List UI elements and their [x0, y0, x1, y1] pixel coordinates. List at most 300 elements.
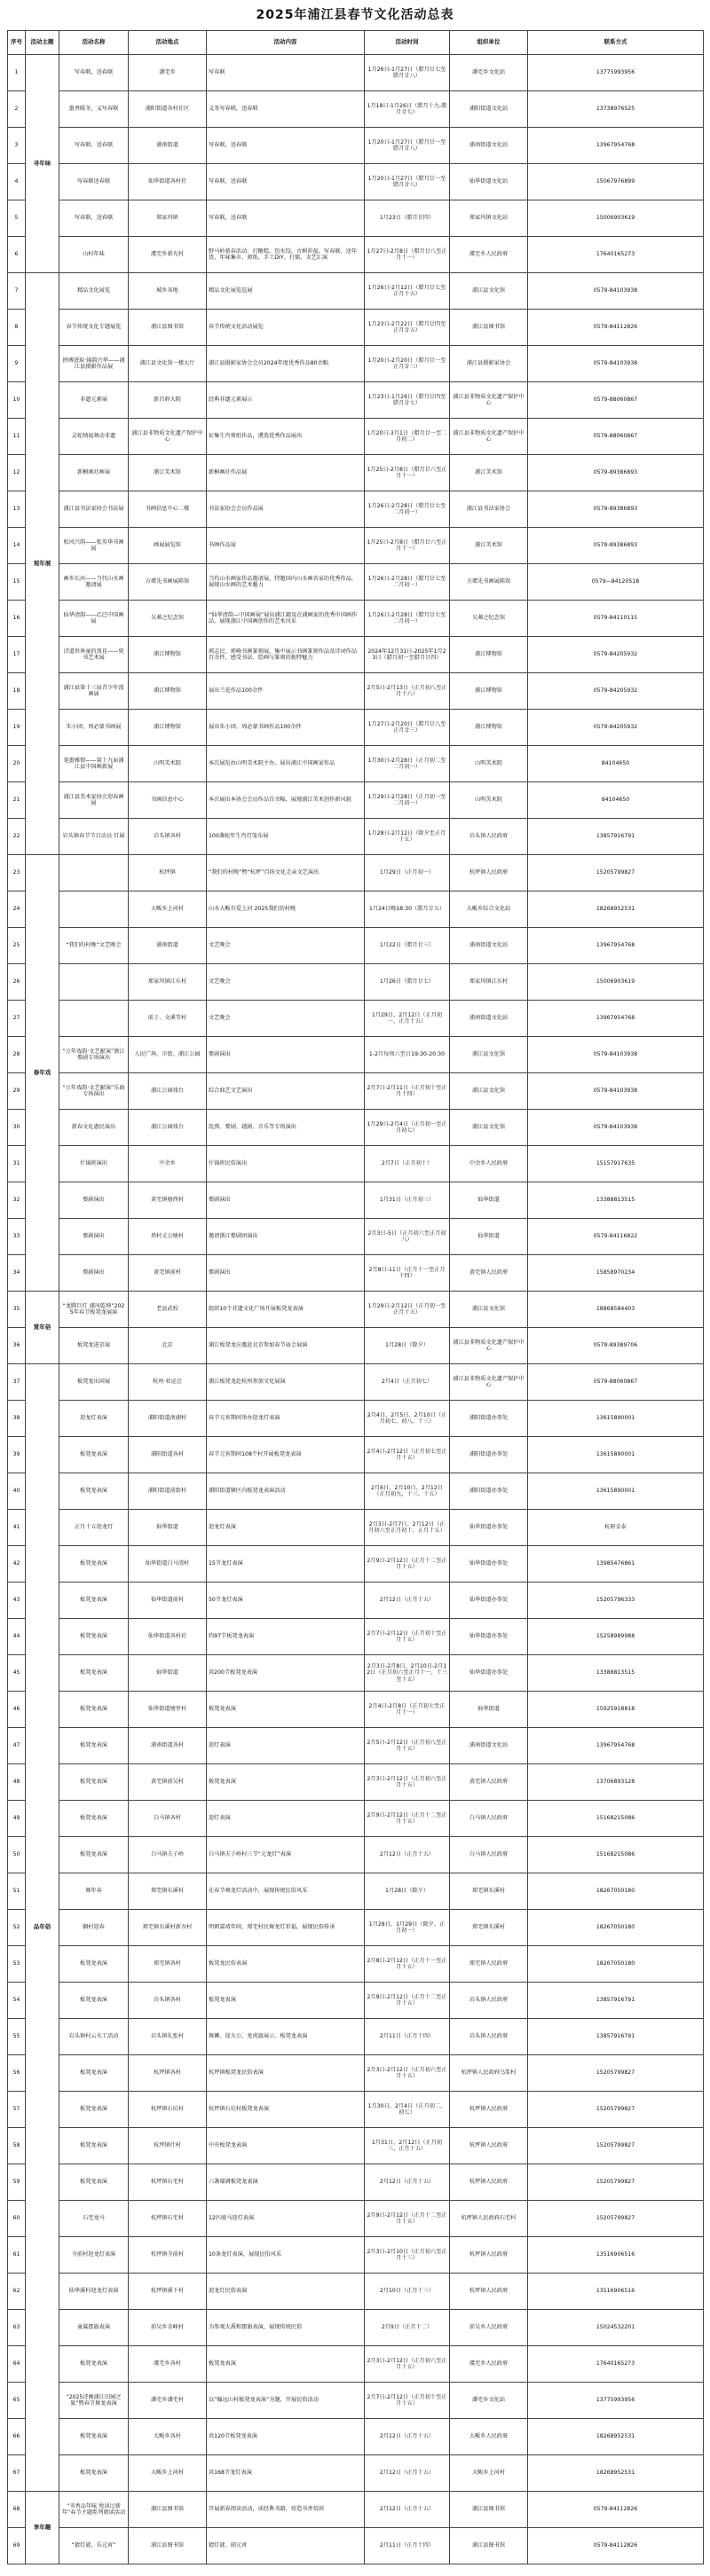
table-row: [8, 2092, 704, 2128]
table-row: [8, 1837, 704, 1873]
table-row: [8, 237, 704, 273]
row-time: 1月20日-3月1日（腊月廿一至二月初二）: [365, 419, 450, 455]
row-content: 猜灯谜、闹元宵: [207, 2528, 365, 2564]
row-name: 写春联，送春联: [59, 55, 129, 91]
row-name: 灵蛇纳福舞动非遗: [59, 419, 129, 455]
row-contact: 15205796333: [528, 1583, 704, 1619]
row-index: 52: [8, 1910, 26, 1946]
row-organizer: 杭坪镇人民政府: [450, 2237, 528, 2274]
row-index: 16: [8, 601, 26, 637]
row-contact: 15205799827: [528, 2092, 704, 2128]
row-organizer: 山明美术院: [450, 746, 528, 782]
row-time: 1月22日（腊月廿三）: [365, 928, 450, 964]
row-name: 浦江县第十三届青少年漫画展: [59, 673, 129, 710]
row-index: 54: [8, 1983, 26, 2019]
row-contact: 13967954768: [528, 128, 704, 164]
row-contact: 0579-84112826: [528, 2528, 704, 2564]
row-contact: 0579-88060867: [528, 1364, 704, 1401]
row-time: 2月10日（正月十三）: [365, 2274, 450, 2310]
row-contact: 0579-89389706: [528, 1328, 704, 1364]
row-content: 组织10个非遗文化广场开展板凳龙表演: [207, 1292, 365, 1328]
row-organizer: 杭坪镇人民政府: [450, 2092, 528, 2128]
row-contact: 18268952531: [528, 2455, 704, 2492]
table-row: [8, 128, 704, 164]
row-content: 郭志民、郭峰书画篆刻展，集中展示书画篆刻作品及诗词作品百余件，感受书法、绘画与篆刻的独特魅力: [207, 637, 365, 673]
row-location: 方增先书画展陈馆: [129, 564, 207, 601]
table-row: [8, 1110, 704, 1146]
row-location: 浦江县图书馆: [129, 310, 207, 346]
row-contact: 0579-84103938: [528, 1110, 704, 1146]
row-content: 文艺晚会: [207, 1001, 365, 1037]
row-location: 浦江公园戏台: [129, 1073, 207, 1110]
row-name: 新春文化惠民演出: [59, 1110, 129, 1146]
row-contact: 0579-84116822: [528, 1219, 704, 1255]
row-content: 春节元宵期间举办迎龙灯表演: [207, 1401, 365, 1437]
table-row: [8, 1219, 704, 1255]
row-location: 城乡各地: [129, 273, 207, 310]
row-time: 2月3日-2月8日、2月10日-2月12日（正月初六至正月十一、十三至十五）: [365, 1655, 450, 1692]
row-organizer: 浦阳街道文化站: [450, 91, 528, 128]
row-organizer: 郑宅镇东溪村: [450, 1873, 528, 1910]
table-row: [8, 2128, 704, 2164]
table-row: [8, 1328, 704, 1364]
row-index: 29: [8, 1073, 26, 1110]
table-row: [8, 891, 704, 928]
row-location: 黄宅镇前吴村: [129, 1764, 207, 1801]
row-index: 15: [8, 564, 26, 601]
table-row: [8, 200, 704, 237]
row-location: 浦江美术馆: [129, 455, 207, 491]
row-location: 仙华街道塘里村: [129, 1692, 207, 1728]
row-content: 当代山水画家作品邀请展，特邀国内山水画名家的优秀作品，展现山水画的艺术魅力: [207, 564, 365, 601]
row-location: 潘宅乡潘宅村: [129, 2383, 207, 2419]
row-contact: 13615890001: [528, 1437, 704, 1473]
row-organizer: 黄宅镇人民政府: [450, 1255, 528, 1292]
row-index: 7: [8, 273, 26, 310]
row-contact: 18268952531: [528, 2419, 704, 2455]
group-theme: 观年展: [26, 273, 59, 855]
row-content: 板凳龙表演: [207, 1983, 365, 2019]
row-time: 2月12日（正月十五）: [365, 1583, 450, 1619]
row-index: 17: [8, 637, 26, 673]
row-location: 白马镇夫子岭: [129, 1837, 207, 1873]
row-index: 34: [8, 1255, 26, 1292]
header-organizer: 组织单位: [450, 31, 528, 55]
row-name: [59, 891, 129, 928]
row-content: 书画作品展: [207, 528, 365, 564]
row-time: 1月26日-2月28日（腊月廿七至二月初一）: [365, 601, 450, 637]
row-time: 1月18日-1月26日（腊月十九-腊月廿七）: [365, 91, 450, 128]
row-content: 写春联，送春联: [207, 200, 365, 237]
row-index: 27: [8, 1001, 26, 1037]
row-name: 浦江县书法家协会书法展: [59, 491, 129, 528]
row-organizer: 岩头镇人民政府: [450, 1983, 528, 2019]
row-contact: 18868584403: [528, 1292, 704, 1328]
table-row: [8, 2492, 704, 2528]
row-organizer: 黄宅镇人民政府: [450, 1764, 528, 1801]
row-name: 板凳龙表演: [59, 1801, 129, 1837]
row-index: 21: [8, 782, 26, 819]
row-index: 51: [8, 1873, 26, 1910]
row-organizer: 浦阳街道办事处: [450, 1401, 528, 1437]
row-contact: 13967954768: [528, 928, 704, 964]
row-time: 1月28日-2月12日（除夕至正月十五）: [365, 819, 450, 855]
row-organizer: 山明美术院: [450, 782, 528, 819]
row-content: 六盏蜀调板凳龙表演: [207, 2164, 365, 2201]
row-organizer: 杭坪镇人民政府: [450, 2274, 528, 2310]
row-content: 50节龙灯表演: [207, 1583, 365, 1619]
row-contact: 0579-84103938: [528, 1073, 704, 1110]
row-contact: 13857916791: [528, 1983, 704, 2019]
row-time: 2月8日-11日（正月十一至正月十四）: [365, 1255, 450, 1292]
row-time: 2月7日-2月12日（正月初十至正月十五）: [365, 2383, 450, 2419]
row-organizer: 浦南街道文化站: [450, 928, 528, 964]
row-time: 2月9日-2月12日（正月十二至正月十五）: [365, 2201, 450, 2237]
row-index: 31: [8, 1146, 26, 1182]
row-content: 共168节龙灯表演: [207, 2455, 365, 2492]
table-row: [8, 1801, 704, 1837]
row-contact: 13388813515: [528, 1182, 704, 1219]
row-contact: 0579-89386893: [528, 528, 704, 564]
table-row: [8, 2055, 704, 2092]
row-contact: 0579-84205932: [528, 637, 704, 673]
row-content: 浦阳街道辖区内板凳龙表演活动: [207, 1473, 365, 1510]
row-name: 婺剧演出: [59, 1182, 129, 1219]
row-organizer: 虞宅乡人民政府: [450, 237, 528, 273]
row-name: “万年戏韵·文艺献演”浙江婺剧专场演出: [59, 1037, 129, 1073]
row-contact: 0579-84103938: [528, 346, 704, 382]
row-index: 42: [8, 1546, 26, 1583]
row-location: 黄宅镇前村: [129, 1255, 207, 1292]
table-row: [8, 1001, 704, 1037]
row-organizer: 潘宅乡文化站: [450, 2383, 528, 2419]
row-location: 郑家坞镇江东村: [129, 964, 207, 1001]
row-contact: 13857916791: [528, 2019, 704, 2055]
row-organizer: 杭坪镇人民政府: [450, 855, 528, 891]
row-index: 14: [8, 528, 26, 564]
row-index: 12: [8, 455, 26, 491]
row-organizer: 浦南街道文化站: [450, 1001, 528, 1037]
row-contact: 13967954768: [528, 1728, 704, 1764]
row-name: 寺前村迎龙灯表演: [59, 2237, 129, 2274]
table-row: [8, 2019, 704, 2055]
row-contact: 0579-84112826: [528, 310, 704, 346]
row-content: 迎龙灯民俗表演: [207, 2274, 365, 2310]
row-organizer: 大畈乡人民政府: [450, 2419, 528, 2455]
row-contact: 0579-84112826: [528, 2492, 704, 2528]
row-contact: 15157917635: [528, 1146, 704, 1182]
row-index: 64: [8, 2346, 26, 2383]
row-name: 板凳龙表演: [59, 1437, 129, 1473]
row-organizer: 浦阳街道办事处: [450, 1473, 528, 1510]
row-name: 画乡长河——当代山水画邀请展: [59, 564, 129, 601]
table-row: [8, 1473, 704, 1510]
row-index: 67: [8, 2455, 26, 2492]
row-content: 板凳龙民俗表演: [207, 1946, 365, 1983]
row-time: 2月3日-5日（正月初六至正月初八）: [365, 1219, 450, 1255]
row-contact: 18268952531: [528, 891, 704, 928]
row-name: “书香品年味 悦读过新年”春节主题系列阅读活动: [59, 2492, 129, 2528]
row-organizer: 杭坪镇人民政府石宅村: [450, 2201, 528, 2237]
row-location: 大畈乡各村: [129, 2419, 207, 2455]
row-time: 1月25日-2月8日（腊月廿六至正月十一）: [365, 528, 450, 564]
row-index: 53: [8, 1946, 26, 1983]
row-name: 板凳龙表演: [59, 1583, 129, 1619]
row-content: 15节龙灯表演: [207, 1546, 365, 1583]
row-content: 迎龙灯表演: [207, 1510, 365, 1546]
row-time: 1月28日、1月29日（除夕、正月初一）: [365, 1910, 450, 1946]
row-time: 1月24日晚18:30（腊月廿五）: [365, 891, 450, 928]
row-name: 舞年春: [59, 1873, 129, 1910]
row-contact: 0579-84103938: [528, 1037, 704, 1073]
row-content: 婺剧演出: [207, 1182, 365, 1219]
row-contact: 15205799827: [528, 2201, 704, 2237]
row-name: 板凳龙进京展: [59, 1328, 129, 1364]
row-time: 1月20日-2月20日（腊月廿一至正月廿三）: [365, 346, 450, 382]
row-location: 浦江县非物质文化遗产保护中心: [129, 419, 207, 455]
row-organizer: 中余乡人民政府: [450, 1146, 528, 1182]
row-location: 前吴乡金峰村: [129, 2310, 207, 2346]
row-name: 写春联，送春联: [59, 200, 129, 237]
row-index: 20: [8, 746, 26, 782]
table-row: [8, 310, 704, 346]
row-name: 新桐画社画展: [59, 455, 129, 491]
row-organizer: 浦阳街道办事处: [450, 1437, 528, 1473]
row-content: 书法家协会会员作品展: [207, 491, 365, 528]
row-name: 婺剧演出: [59, 1219, 129, 1255]
row-organizer: 浦江县非物质文化遗产保护中心: [450, 419, 528, 455]
row-index: 3: [8, 128, 26, 164]
row-location: 人民广场、市街、浦江公园: [129, 1037, 207, 1073]
row-organizer: 杭坪镇人民政府: [450, 2128, 528, 2164]
row-contact: 0579-84110115: [528, 601, 704, 637]
row-content: 10条龙灯表演，展现民俗风采: [207, 2237, 365, 2274]
row-contact: 15205799827: [528, 2164, 704, 2201]
row-time: 1月25日-2月8日（腊月廿六至正月十一）: [365, 455, 450, 491]
row-name: 板凳龙表演: [59, 2164, 129, 2201]
row-time: 2月5日-2月12日（正月初八至正月十五）: [365, 1728, 450, 1764]
row-index: 5: [8, 200, 26, 237]
row-time: 1月26日-2月12日（腊月廿七至正月十五）: [365, 273, 450, 310]
table-body: [8, 55, 704, 2564]
row-location: 杭坪镇石坑村: [129, 2092, 207, 2128]
row-content: 精品文化展览巡展: [207, 273, 365, 310]
row-contact: 18267050180: [528, 1873, 704, 1910]
row-time: 1月30日-2月28日（正月初二至二月初一）: [365, 746, 450, 782]
row-content: 迎灯表演: [207, 1801, 365, 1837]
header-contact: 联系方式: [528, 31, 704, 55]
row-contact: 0579-88060867: [528, 419, 704, 455]
row-time: 2月9日-2月12日（正月十二至正月十五）: [365, 1983, 450, 2019]
row-name: 婺剧演出: [59, 1255, 129, 1292]
table-row: [8, 419, 704, 455]
table-row: [8, 455, 704, 491]
row-index: 32: [8, 1182, 26, 1219]
row-index: 56: [8, 2055, 26, 2092]
row-time: 1月23日（腊月廿四）: [365, 200, 450, 237]
row-contact: 15006903619: [528, 200, 704, 237]
row-organizer: 方增先书画展陈馆: [450, 564, 528, 601]
row-contact: 13775993956: [528, 2383, 704, 2419]
row-name: 精品文化展览: [59, 273, 129, 310]
row-index: 28: [8, 1037, 26, 1073]
table-row: [8, 55, 704, 91]
table-row: [8, 564, 704, 601]
row-name: 板凳龙表演: [59, 1619, 129, 1655]
row-contact: 13388813515: [528, 1655, 704, 1692]
row-name: 板凳龙表演: [59, 1546, 129, 1583]
row-index: 35: [8, 1292, 26, 1328]
row-contact: 15006903619: [528, 964, 704, 1001]
row-name: 非遗元素展: [59, 382, 129, 419]
row-organizer: 浦江县文化馆: [450, 1073, 528, 1110]
row-time: 2月3日-2月12日（正月初六至正月十五）: [365, 2055, 450, 2092]
row-name: 松风兴韵——张英华书画展: [59, 528, 129, 564]
row-location: 浦阳街道各村社区: [129, 91, 207, 128]
row-contact: 15205799827: [528, 2055, 704, 2092]
row-content: 共200节板凳龙表演: [207, 1655, 365, 1692]
row-organizer: 浦江县文化馆: [450, 1037, 528, 1073]
table-row: [8, 964, 704, 1001]
row-time: 2月9日-2月12日（正月十二至正月十五）: [365, 1546, 450, 1583]
row-organizer: 大畈乡上河村: [450, 2455, 528, 2492]
header-time: 活动时间: [365, 31, 450, 55]
row-index: 68: [8, 2492, 26, 2528]
row-time: 2月4日-2月8日（正月初七至正月十一）: [365, 1692, 450, 1728]
row-location: 杭坪镇各村: [129, 2055, 207, 2092]
row-location: 仙华街道: [129, 1655, 207, 1692]
table-row: [8, 1946, 704, 1983]
row-time: 2月4日-2月12日（正月初七至正月十五）: [365, 1437, 450, 1473]
row-time: 1月29日-2月28日（正月初一至二月初一）: [365, 782, 450, 819]
row-content: 野马岭新春活动：打糖糕、包水饺、古树祈福、写春联、送年货、年味集市、剪纸、手工DIY、打擂、文艺汇演: [207, 237, 365, 273]
row-name: [59, 964, 129, 1001]
table-row: [8, 1364, 704, 1401]
row-time: 1月31日（正月初三）: [365, 1182, 450, 1219]
row-organizer: 杭坪镇人民政府乌浆村: [450, 2055, 528, 2092]
row-time: 1月29日、2月12日（正月初一、正月十五）: [365, 1001, 450, 1037]
row-index: 66: [8, 2419, 26, 2455]
row-location: 杭坪镇仕村: [129, 2128, 207, 2164]
row-location: 新昌府大院: [129, 382, 207, 419]
row-name: 写春联送春联: [59, 164, 129, 200]
group-theme: 赏年俗: [26, 1292, 59, 1364]
row-location: 前于、文溪等村: [129, 1001, 207, 1037]
table-row: [8, 164, 704, 200]
table-row: [8, 1255, 704, 1292]
row-organizer: 仙华街道文化站: [450, 164, 528, 200]
row-content: “仙华清韵—中国画展”展出浦江籍及在浦画家的优秀中国画作品，展现浦江中国画创作的艺术风采: [207, 601, 365, 637]
row-contact: 17640165273: [528, 237, 704, 273]
row-index: 49: [8, 1801, 26, 1837]
row-time: 1月27日-2月8日（腊月廿八至正月十一）: [365, 237, 450, 273]
row-location: 浦南街道: [129, 128, 207, 164]
row-location: 郑宅镇东溪村: [129, 1873, 207, 1910]
table-row: [8, 91, 704, 128]
table-row: [8, 2274, 704, 2310]
table-row: [8, 1182, 704, 1219]
row-index: 10: [8, 382, 26, 419]
row-content: 板凳龙表演: [207, 1692, 365, 1728]
row-name: 板凳龙表演: [59, 2092, 129, 2128]
header-index: 序号: [8, 31, 26, 55]
row-name: [59, 855, 129, 891]
row-time: 1月29日（正月初一）: [365, 855, 450, 891]
row-location: 浦南街道: [129, 928, 207, 964]
row-location: 吴茀之纪念馆: [129, 601, 207, 637]
row-time: 1月23日-2月22日（腊月廿四至正月廿五）: [365, 310, 450, 346]
row-name: 岩头镇村云火工活动: [59, 2019, 129, 2055]
table-row: [8, 1437, 704, 1473]
row-content: 春节元宵期间108个村开展板凳龙表演: [207, 1437, 365, 1473]
row-organizer: 仙华街道办事处: [450, 1583, 528, 1619]
row-content: 白马镇夫子岭村三节“元龙灯”表演: [207, 1837, 365, 1873]
row-index: 58: [8, 2128, 26, 2164]
row-contact: 13738976525: [528, 91, 704, 128]
row-time: 1月26日（腊月廿七）: [365, 964, 450, 1001]
group-theme: 寻年味: [26, 55, 59, 273]
row-index: 55: [8, 2019, 26, 2055]
row-location: 岩头镇礼张村: [129, 2019, 207, 2055]
row-location: 大畈乡上河村: [129, 891, 207, 928]
table-row: [8, 2237, 704, 2274]
row-organizer: 仙华街道: [450, 1219, 528, 1255]
row-content: 乱弹、婺剧、越剧、音乐等专场演出: [207, 1110, 365, 1146]
row-organizer: 郑宅镇人民政府: [450, 1946, 528, 1983]
row-contact: 13615890001: [528, 1401, 704, 1437]
row-content: 共120节板凳龙表演: [207, 2419, 365, 2455]
row-name: 板凳龙表演: [59, 1764, 129, 1801]
row-index: 37: [8, 1364, 26, 1401]
row-organizer: 浦江县图书馆: [450, 2492, 528, 2528]
row-organizer: 郑宅镇东溪村: [450, 1910, 528, 1946]
row-contact: 13775993956: [528, 55, 704, 91]
row-contact: 15925918818: [528, 1692, 704, 1728]
row-content: 浦江县摄影家协会会员2024年度优秀作品80余幅: [207, 346, 365, 382]
row-contact: 15858970234: [528, 1255, 704, 1292]
row-location: 中余乡: [129, 1146, 207, 1182]
header-name: 活动名称: [59, 31, 129, 55]
row-location: 浦江公园戏台: [129, 1110, 207, 1146]
row-contact: 13516906516: [528, 2237, 704, 2274]
row-time: 1月29日-2月4日（正月初一至正月初七）: [365, 1110, 450, 1146]
row-location: 杭坪镇石宅村: [129, 2164, 207, 2201]
table-row: [8, 1510, 704, 1546]
row-name: 板凳龙表演: [59, 1728, 129, 1764]
row-name: 板凳龙表演: [59, 2055, 129, 2092]
row-name: 板凳龙表演: [59, 1983, 129, 2019]
row-name: 浦江县美术家协会迎春画展: [59, 782, 129, 819]
table-row: [8, 1037, 704, 1073]
row-location: 岩头镇各村: [129, 1983, 207, 2019]
row-location: 仙华街道: [129, 1510, 207, 1546]
row-contact: 13985476861: [528, 1546, 704, 1583]
row-index: 33: [8, 1219, 26, 1255]
row-organizer: 浦江县文化馆: [450, 273, 528, 310]
row-content: 什锦班民俗演出: [207, 1146, 365, 1182]
row-location: 浦江博物馆: [129, 710, 207, 746]
row-time: 2月12日（正月十五）: [365, 1837, 450, 1873]
table-row: [8, 382, 704, 419]
row-location: 仙华街道各村社: [129, 164, 207, 200]
row-contact: 13967954768: [528, 1001, 704, 1037]
row-location: 塔村丈公塘村: [129, 1219, 207, 1255]
row-name: 仙华清韵——乙巳中国画展: [59, 601, 129, 637]
row-organizer: 浦江县图书馆: [450, 310, 528, 346]
row-contact: 0579-84205932: [528, 710, 704, 746]
row-contact: 15168215086: [528, 1837, 704, 1873]
group-theme: 品年俗: [26, 1364, 59, 2492]
